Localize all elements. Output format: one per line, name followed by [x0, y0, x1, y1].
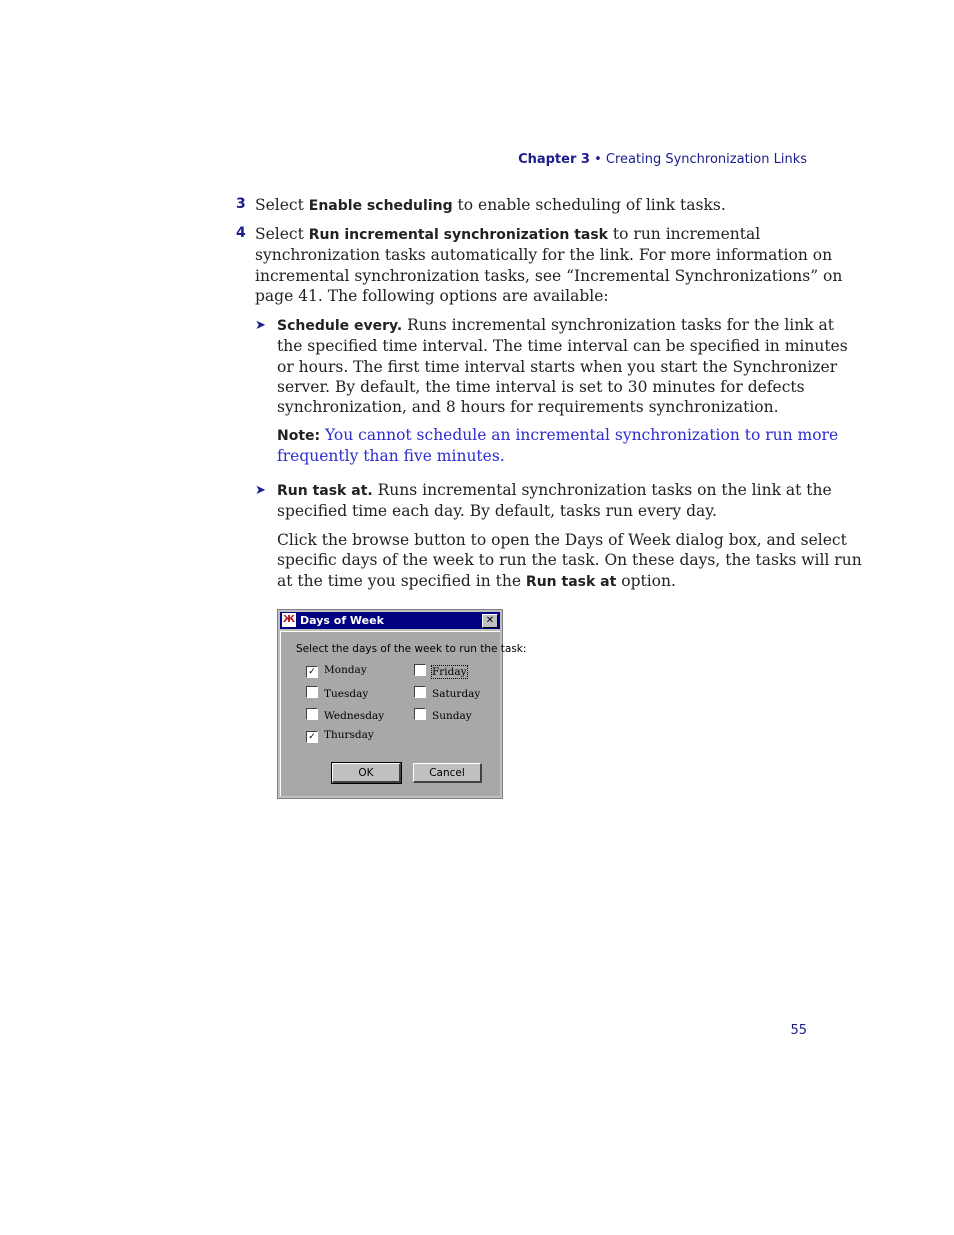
- note-label: Note:: [277, 428, 321, 444]
- checkbox-box[interactable]: [414, 664, 426, 676]
- checkbox-label: Wednesday: [324, 710, 385, 722]
- checkbox-label: Friday: [432, 666, 467, 678]
- checkbox-wednesday[interactable]: [306, 708, 384, 722]
- header-separator: •: [594, 152, 602, 167]
- checkbox-box[interactable]: [306, 708, 318, 720]
- step-3-number: 3: [236, 196, 246, 212]
- checkbox-box[interactable]: [414, 686, 426, 698]
- schedule-every-term: Schedule every.: [277, 318, 403, 334]
- app-icon: Ж: [282, 614, 296, 625]
- run-task-at-ref: Run task at: [525, 573, 617, 590]
- checkbox-label: Tuesday: [324, 688, 369, 700]
- checkbox-saturday[interactable]: [414, 686, 480, 700]
- enable-scheduling-term: Enable scheduling: [308, 198, 453, 214]
- run-task-at-term: Run task at.: [277, 483, 373, 499]
- checkbox-label: Thursday: [324, 729, 374, 741]
- schedule-every-text: Schedule every. Runs incremental synchronization tasks for the link at the specified time interval. The time interval can be specified in minutes or hours. The first time interval starts when you start the Synchronizer server. By default, the time interval is set to 30 minutes for defects synchronization, and 8 hours for requirements synchronization.: [277, 316, 848, 417]
- step-4-number: 4: [236, 225, 246, 241]
- checkbox-tuesday[interactable]: [306, 686, 368, 700]
- bullet-arrow-icon: ➤: [255, 318, 266, 333]
- ok-button[interactable]: OK: [332, 763, 401, 783]
- step-4-text: Select Run incremental synchronization task to run incremental synchronization tasks automatically for the link. For more information on incremental synchronization tasks, see “Incremental Synchronizations” on page 41. The following options are available:: [255, 225, 843, 305]
- browse-paragraph: Click the browse button to open the Days of Week dialog box, and select specific days of the week to run the task. On these days, the tasks will run at the time you specified in the Run task at option.: [277, 531, 862, 590]
- checkbox-thursday[interactable]: [306, 729, 374, 743]
- checkbox-box[interactable]: [306, 686, 318, 698]
- chapter-label: Chapter 3: [518, 152, 590, 167]
- run-task-at-text: Run task at. Runs incremental synchronization tasks on the link at the specified time each day. By default, tasks run every day.: [277, 481, 832, 521]
- running-header: [480, 152, 807, 167]
- close-icon[interactable]: ✕: [482, 614, 498, 628]
- checkbox-friday[interactable]: [414, 664, 467, 678]
- chapter-title: Creating Synchronization Links: [605, 152, 807, 167]
- checkbox-label: Sunday: [432, 710, 472, 722]
- checkbox-box[interactable]: ✓: [306, 666, 318, 678]
- page-number: 55: [790, 1023, 807, 1038]
- step-3-text: Select Enable scheduling to enable scheduling of link tasks.: [255, 196, 726, 214]
- run-incremental-term: Run incremental synchronization task: [308, 227, 608, 243]
- cancel-button[interactable]: Cancel: [413, 763, 482, 783]
- checkbox-sunday[interactable]: [414, 708, 472, 722]
- bullet-arrow-icon: ➤: [255, 483, 266, 498]
- dialog-instruction: Select the days of the week to run the task:: [296, 643, 527, 655]
- checkbox-label: Saturday: [432, 688, 481, 700]
- note: Note: You cannot schedule an incremental synchronization to run more frequently than five minutes.: [277, 426, 839, 466]
- dialog-titlebar: [280, 612, 500, 629]
- checkbox-box[interactable]: [414, 708, 426, 720]
- dialog-title: Days of Week: [300, 614, 384, 627]
- checkbox-label: Monday: [324, 664, 367, 676]
- checkbox-box[interactable]: ✓: [306, 731, 318, 743]
- checkbox-monday[interactable]: [306, 664, 367, 678]
